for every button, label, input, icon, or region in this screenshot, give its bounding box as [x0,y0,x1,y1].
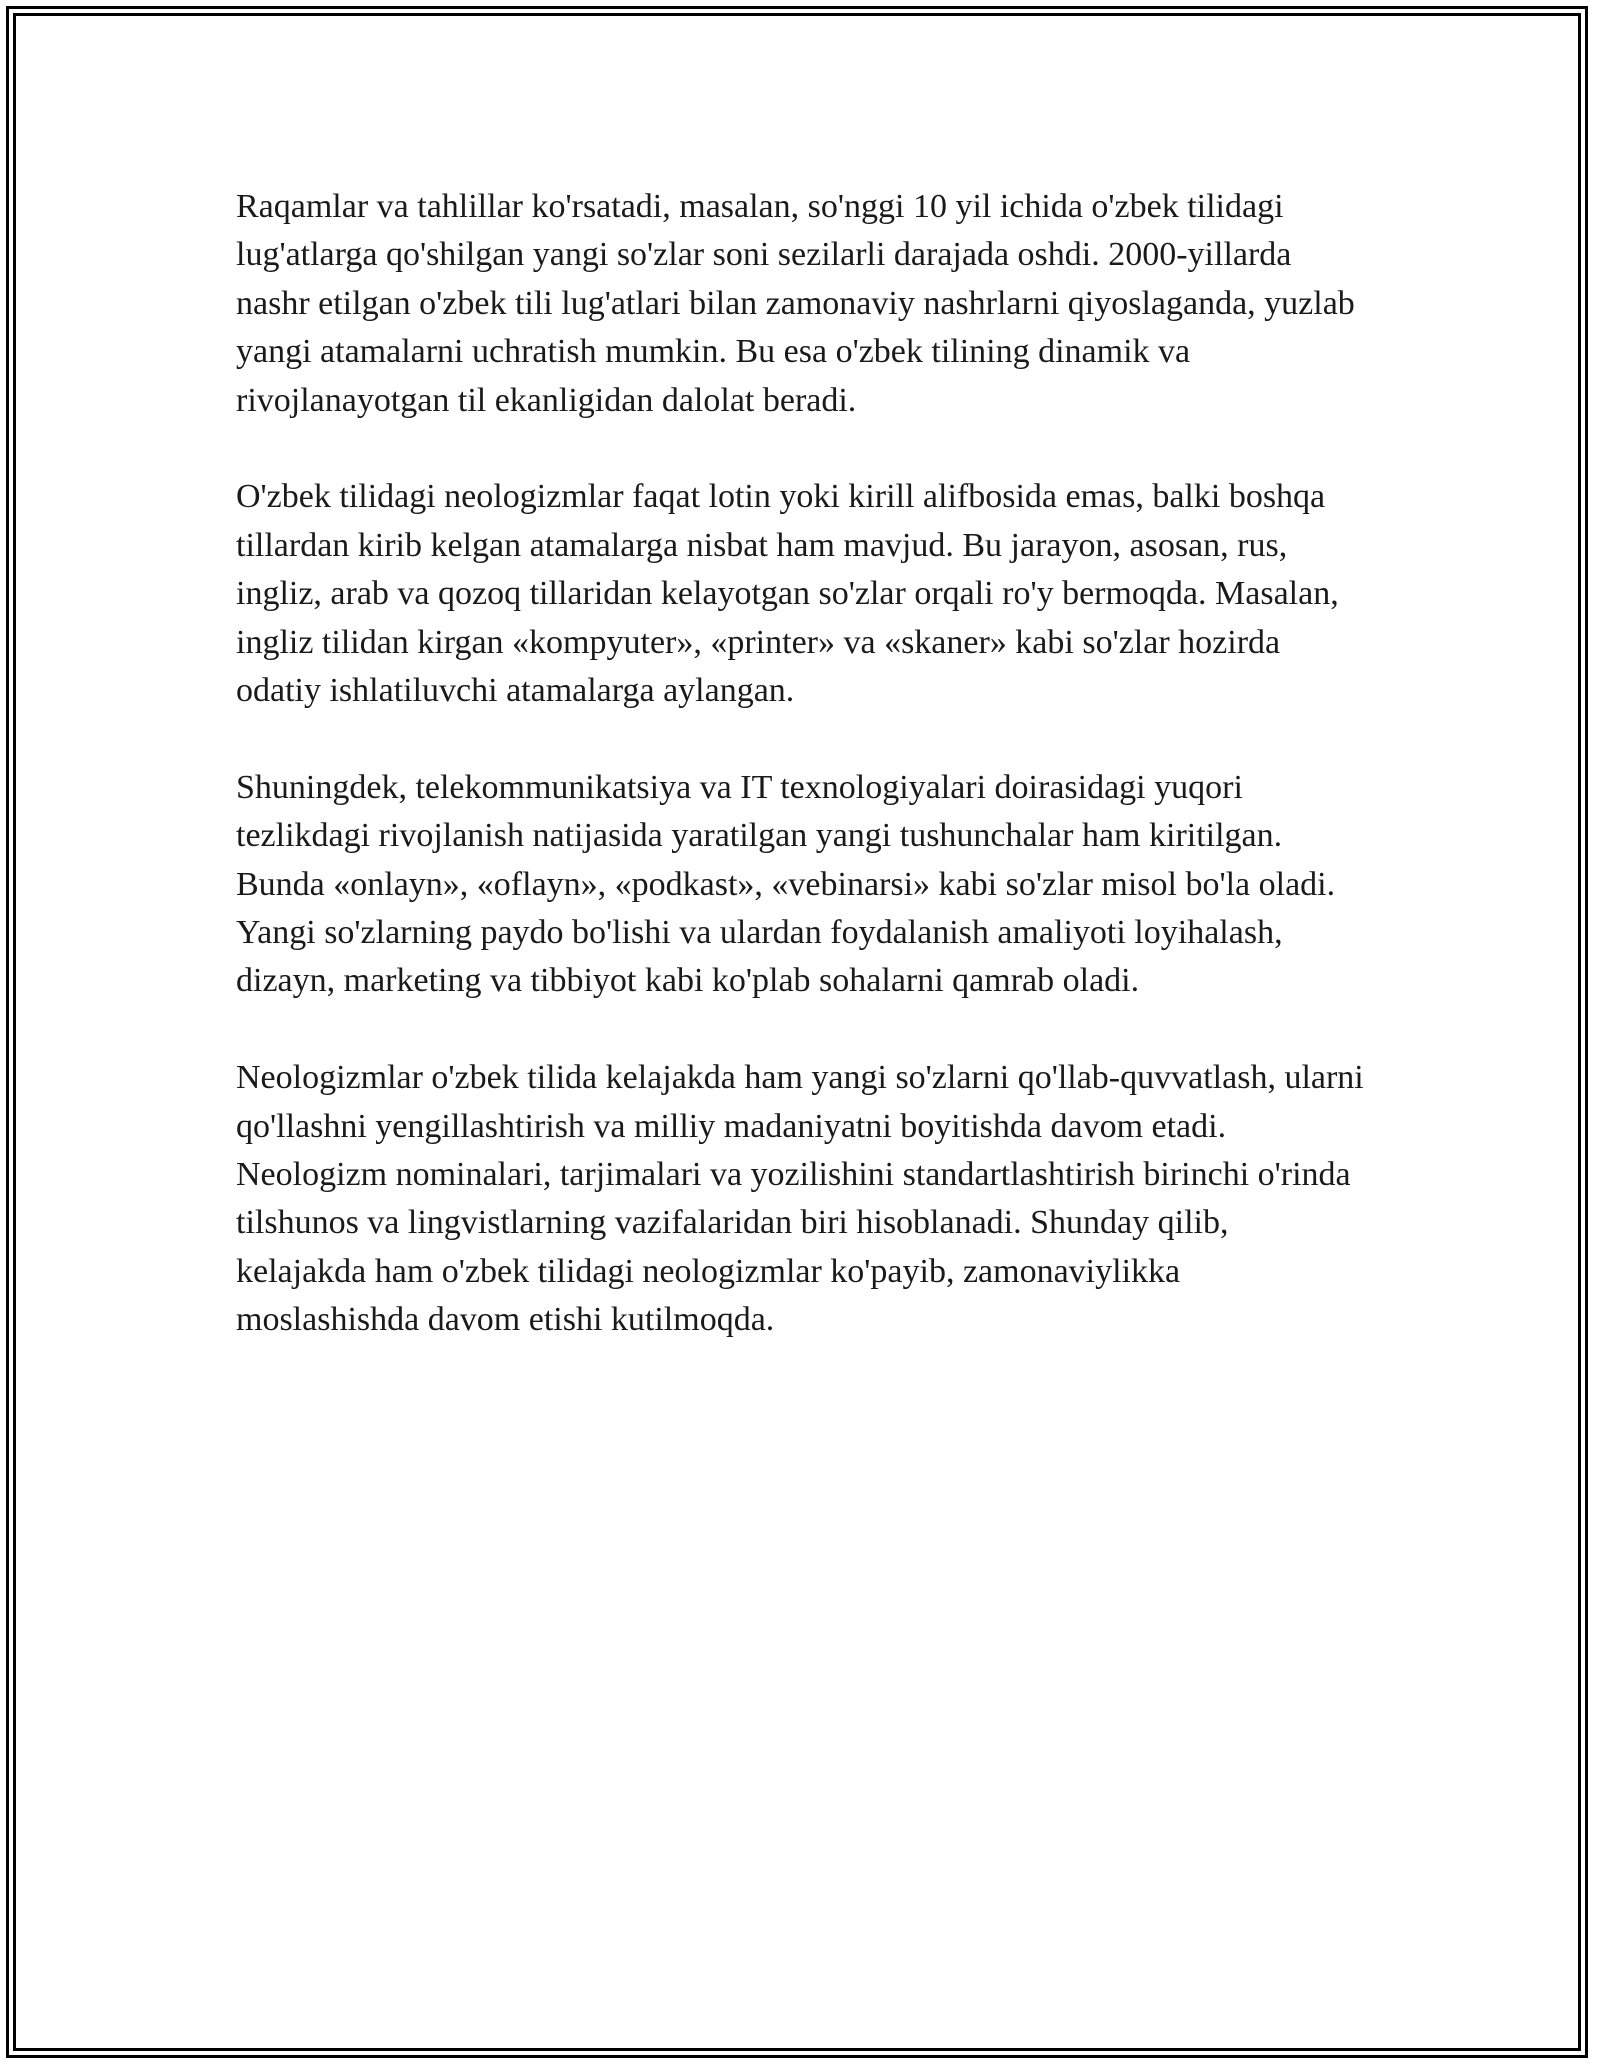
paragraph-2: O'zbek tilidagi neologizmlar faqat lotin yoki kirill alifbosida emas, balki boshqa tillardan kirib kelgan atamalarga nisbat ham mavjud. Bu jarayon, asosan, rus, ingliz, arab va qozoq tillaridan kelayotgan so'zlar orqali ro'y bermoqda. Masalan, ingliz tilidan kirgan «kompyuter», «printer» va «skaner» kabi so'zlar hozirda odatiy ishlatiluvchi atamalarga aylangan. [236,478,1339,710]
paragraph-1: Raqamlar va tahlillar ko'rsatadi, masalan, so'nggi 10 yil ichida o'zbek tilidagi lug'atlarga qo'shilgan yangi so'zlar soni sezilarli darajada oshdi. 2000-yillarda nashr etilgan o'zbek tili lug'atlari bilan zamonaviy nashrlarni qiyoslaganda, yuzlab yangi atamalarni uchratish mumkin. Bu esa o'zbek tilining dinamik va rivojlanayotgan til ekanligidan dalolat beradi. [236,188,1355,419]
document-body [236,183,1366,1393]
paragraph-4: Neologizmlar o'zbek tilida kelajakda ham yangi so'zlarni qo'llab-quvvatlash, ularni qo'llashni yengillashtirish va milliy madaniyatni boyitishda davom etadi. Neologizm nominalari, tarjimalari va yozilishini standartlashtirish birinchi o'rinda tilshunos va lingvistlarning vazifalaridan biri hisoblanadi. Shunday qilib, kelajakda ham o'zbek tilidagi neologizmlar ko'payib, zamonaviylikka moslashishda davom etishi kutilmoqda. [236,1059,1364,1339]
paragraph-3: Shuningdek, telekommunikatsiya va IT texnologiyalari doirasidagi yuqori tezlikdagi rivojlanish natijasida yaratilgan yangi tushunchalar ham kiritilgan. Bunda «onlayn», «oflayn», «podkast», «vebinarsi» kabi so'zlar misol bo'la oladi. Yangi so'zlarning paydo bo'lishi va ulardan foydalanish amaliyoti loyihalash, dizayn, marketing va tibbiyot kabi ko'plab sohalarni qamrab oladi. [236,768,1336,1000]
